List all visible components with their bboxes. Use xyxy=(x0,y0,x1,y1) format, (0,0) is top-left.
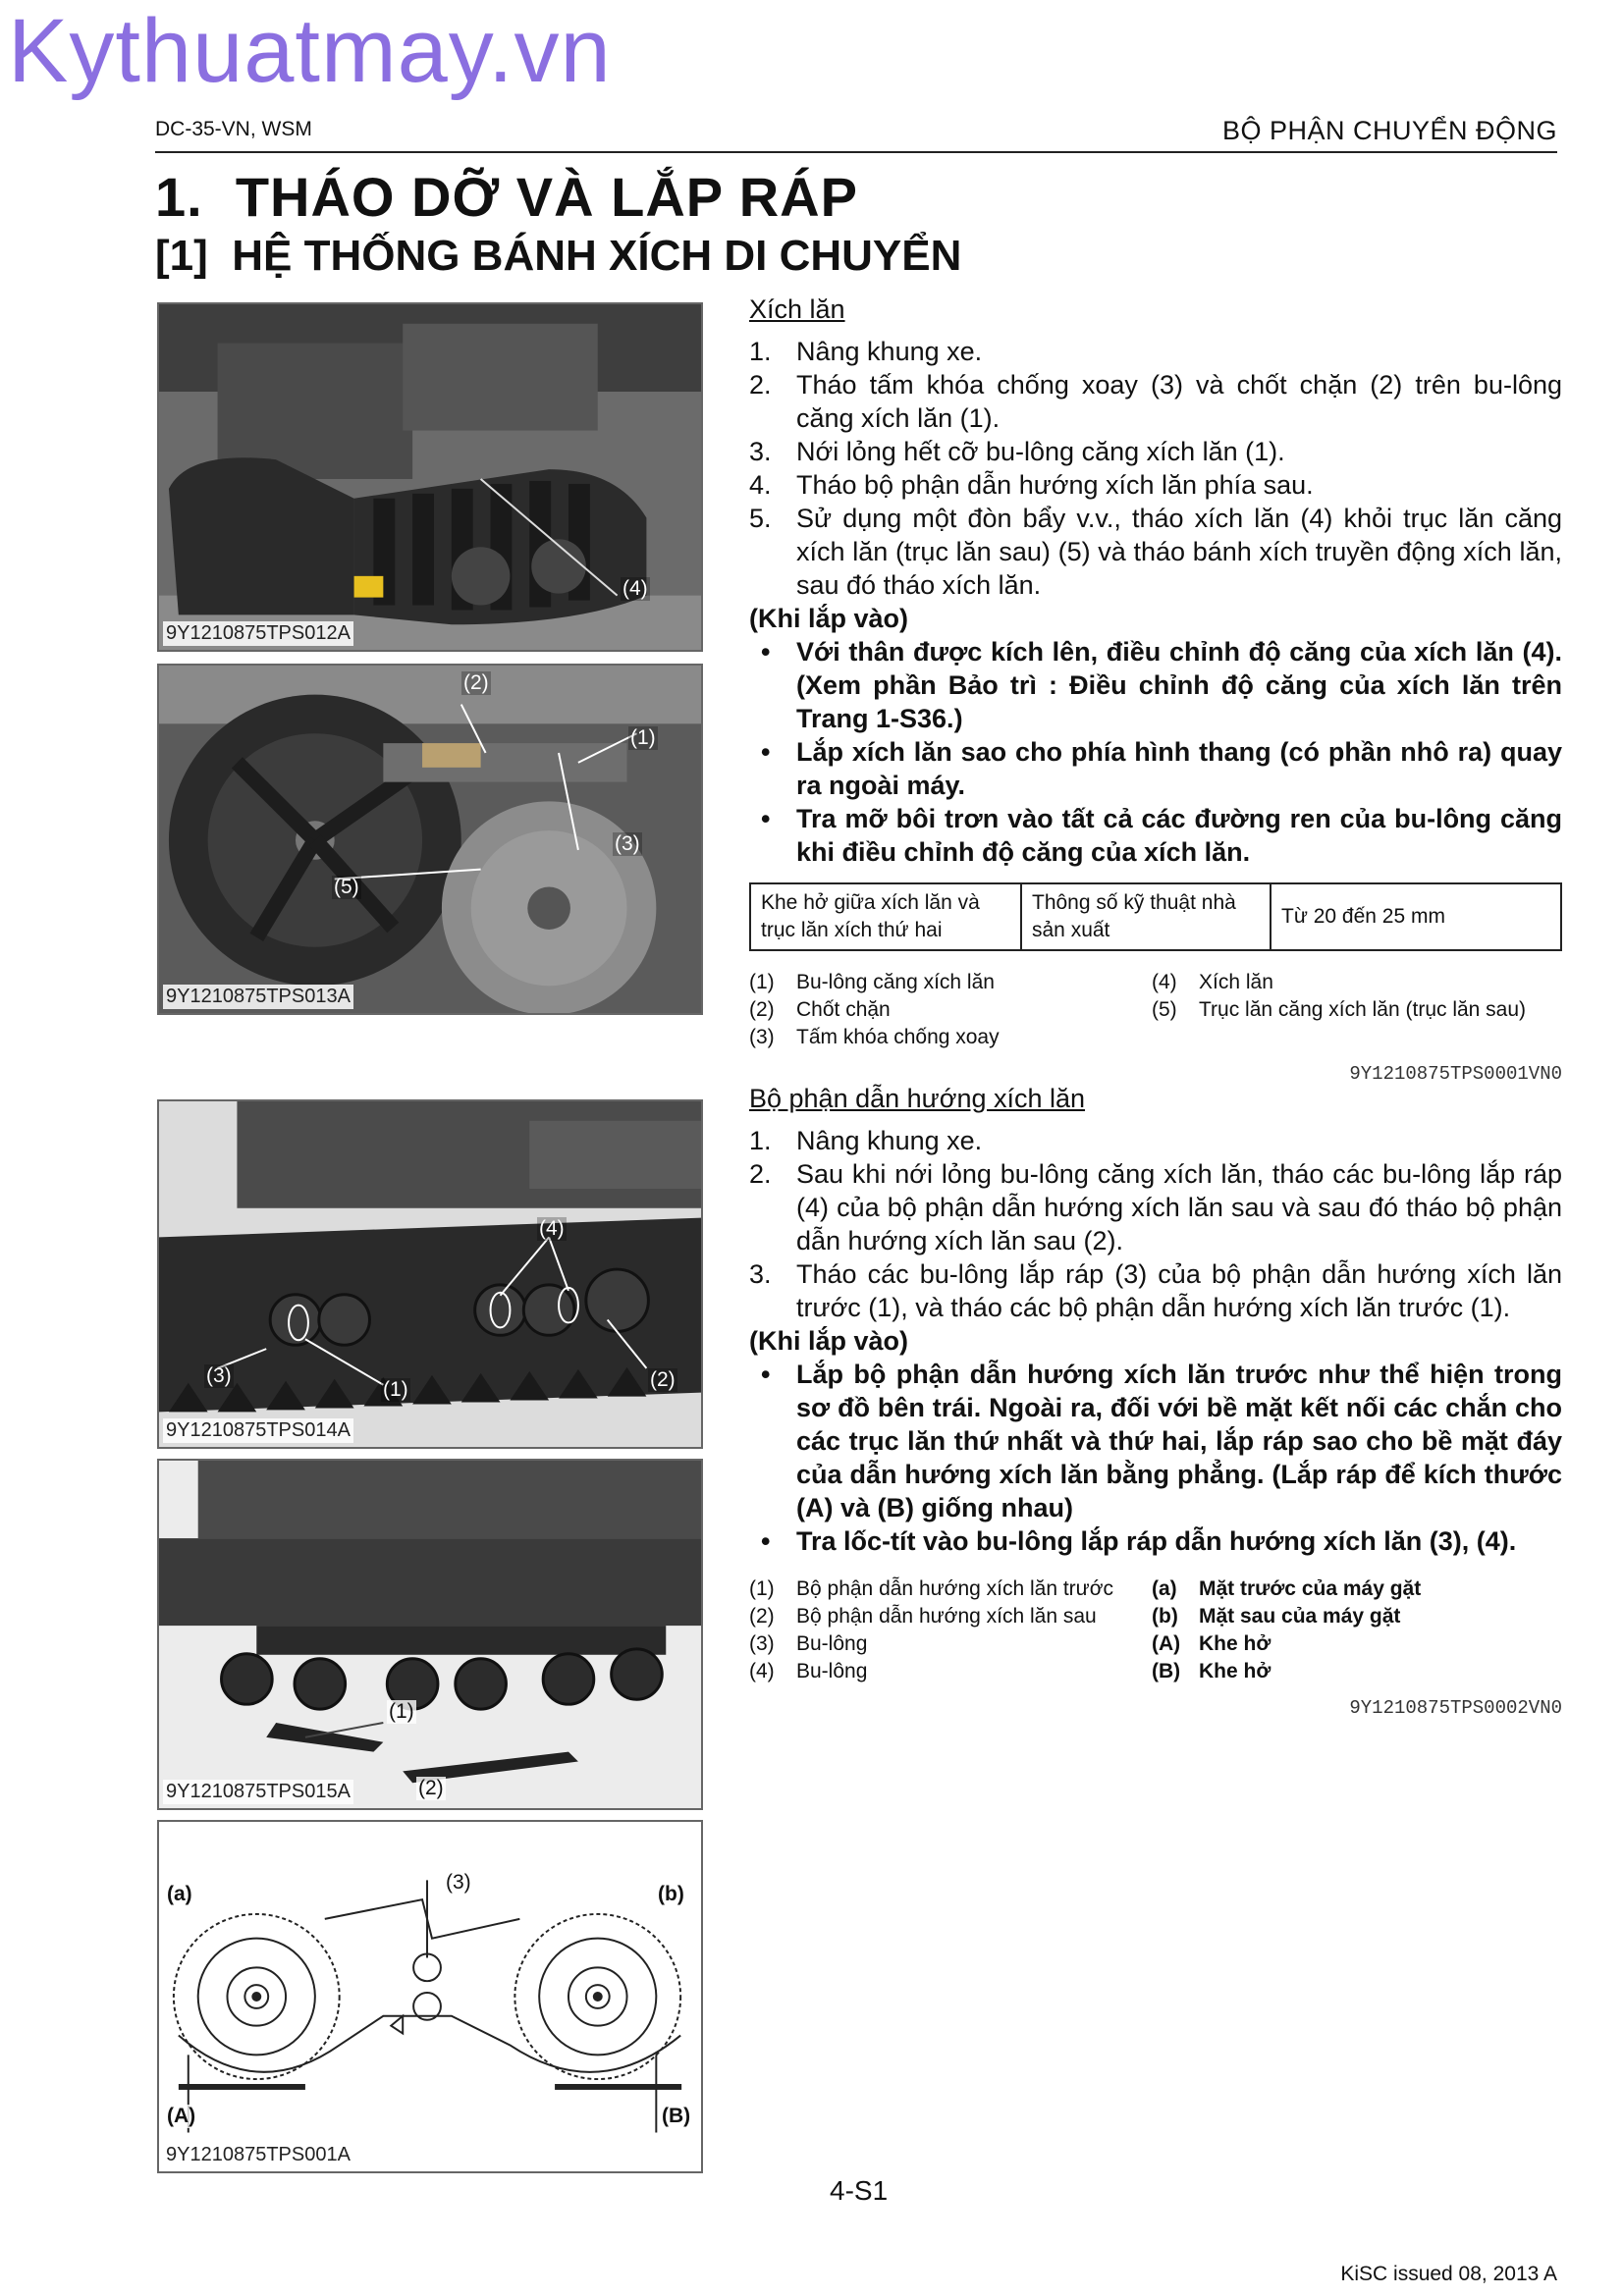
photo2-label-2: (2) xyxy=(463,671,489,694)
photo1-label-4: (4) xyxy=(622,577,648,600)
step-item: 1. Nâng khung xe. xyxy=(749,1126,983,1155)
photo-caption: 9Y1210875TPS013A xyxy=(163,985,353,1009)
issued-note: KiSC issued 08, 2013 A xyxy=(1340,2263,1557,2285)
photo2-label-1: (1) xyxy=(630,726,656,749)
photo-guides-removed xyxy=(157,1459,703,1810)
diagram-label-A: (A) xyxy=(167,2105,196,2127)
photo2-label-5: (5) xyxy=(334,876,359,898)
note-item: • Tra lốc-tít vào bu-lông lắp ráp dẫn hướng xích lăn (3), (4). xyxy=(761,1526,1517,1556)
install-heading: (Khi lắp vào) xyxy=(749,1326,909,1356)
doc-code: 9Y1210875TPS0001VN0 xyxy=(1349,1063,1562,1085)
photo4-label-1: (1) xyxy=(389,1700,414,1723)
section-title: Bộ phận dẫn hướng xích lăn xyxy=(749,1084,1086,1113)
diagram-label-B: (B) xyxy=(662,2105,691,2127)
step-item: 3. Tháo các bu-lông lắp ráp (3) của bộ phận dẫn hướng xích lăn trước (1), và tháo các bộ phận dẫn hướng xích lăn trước (1). xyxy=(749,1259,1562,1322)
photo3-label-1: (1) xyxy=(383,1378,408,1401)
photo3-label-3: (3) xyxy=(206,1364,232,1387)
note-item: • Với thân được kích lên, điều chỉnh độ căng của xích lăn (4). (Xem phần Bảo trì : Điều chỉnh độ căng của xích lăn trên Trang 1-S36.) xyxy=(761,637,1562,733)
photo-caption: 9Y1210875TPS012A xyxy=(163,621,353,646)
diagram-guide-alignment xyxy=(157,1820,703,2173)
header-rule xyxy=(155,151,1557,153)
diagram-label-3: (3) xyxy=(446,1871,471,1894)
photo-caption: 9Y1210875TPS001A xyxy=(163,2143,353,2167)
watermark: Kythuatmay.vn xyxy=(8,1,612,101)
photo-caption: 9Y1210875TPS014A xyxy=(163,1418,353,1443)
photo-track-guides xyxy=(157,1099,703,1449)
section-track-guide xyxy=(749,1084,1562,1719)
step-item: 5. Sử dụng một đòn bẩy v.v., tháo xích lăn (4) khỏi trục lăn căng xích lăn (trục lăn sau) (5) và tháo bánh xích truyền động xích lăn, sau đó tháo xích lăn. xyxy=(749,504,1562,600)
header-section-name: BỘ PHẬN CHUYỂN ĐỘNG xyxy=(1221,116,1557,145)
spec-item: Khe hở giữa xích lăn và trục lăn xích thứ hai xyxy=(750,883,1021,950)
step-item: 4. Tháo bộ phận dẫn hướng xích lăn phía sau. xyxy=(749,470,1314,500)
section-roller-chain xyxy=(749,294,1562,1085)
diagram-label-b: (b) xyxy=(658,1883,684,1905)
note-item: • Tra mỡ bôi trơn vào tất cả các đường ren của bu-lông căng khi điều chỉnh độ căng của xích lăn. xyxy=(761,804,1562,867)
diagram-label-a: (a) xyxy=(167,1883,192,1905)
section-title: Xích lăn xyxy=(749,294,845,324)
photo4-label-2: (2) xyxy=(418,1777,444,1799)
step-item: 1. Nâng khung xe. xyxy=(749,337,983,366)
photo-track-guides-drawing xyxy=(159,1101,701,1447)
legend: (1) Bộ phận dẫn hướng xích lăn trước (a) Mặt trước của máy gặt (2) Bộ phận dẫn hướng xích lăn sau (b) Mặt sau của máy gặt (3) Bu-lông (A) Khe hở (4) Bu-lông (B) Khe hở xyxy=(749,1577,1422,1682)
spec-table xyxy=(749,882,1562,951)
photo-guides-removed-drawing xyxy=(159,1461,701,1808)
steps-list xyxy=(749,335,1562,602)
photo-tension-roller xyxy=(157,664,703,1015)
diagram-guide-alignment-drawing xyxy=(159,1822,701,2171)
page-title: 1. THÁO DỠ VÀ LẮP RÁP xyxy=(155,166,858,228)
install-notes xyxy=(749,1358,1562,1558)
header-doc-code: DC-35-VN, WSM xyxy=(155,118,312,140)
photo2-label-3: (3) xyxy=(615,832,640,855)
photo-caption: 9Y1210875TPS015A xyxy=(163,1780,353,1804)
photo-crawler-side xyxy=(157,302,703,652)
page-subtitle: [1] HỆ THỐNG BÁNH XÍCH DI CHUYỂN xyxy=(155,232,962,280)
step-item: 2. Tháo tấm khóa chống xoay (3) và chốt chặn (2) trên bu-lông căng xích lăn (1). xyxy=(749,370,1562,433)
legend: (1) Bu-lông căng xích lăn (4) Xích lăn (2) Chốt chặn (5) Trục lăn căng xích lăn (trục lăn sau) (3) Tấm khóa chống xoay xyxy=(749,971,1527,1048)
note-item: • Lắp bộ phận dẫn hướng xích lăn trước như thể hiện trong sơ đồ bên trái. Ngoài ra, đối với bề mặt kết nối các chắn cho các trục lăn thứ nhất và thứ hai, lắp ráp sao cho bề mặt đáy của dẫn hướng xích lăn bằng phẳng. (Lắp ráp để kích thước (A) và (B) giống nhau) xyxy=(761,1360,1562,1522)
spec-value: Từ 20 đến 25 mm xyxy=(1271,883,1561,950)
photo3-label-4: (4) xyxy=(539,1217,565,1240)
doc-code: 9Y1210875TPS0002VN0 xyxy=(1349,1697,1562,1719)
install-notes xyxy=(749,635,1562,869)
spec-type: Thông số kỹ thuật nhà sản xuất xyxy=(1021,883,1271,950)
note-item: • Lắp xích lăn sao cho phía hình thang (có phần nhô ra) quay ra ngoài máy. xyxy=(761,737,1562,800)
step-item: 2. Sau khi nới lỏng bu-lông căng xích lăn, tháo các bu-lông lắp ráp (4) của bộ phận dẫn hướng xích lăn sau và sau đó tháo bộ phận dẫn hướng xích lăn sau (2). xyxy=(749,1159,1562,1255)
photo3-label-2: (2) xyxy=(650,1368,676,1391)
page-number: 4-S1 xyxy=(830,2175,889,2206)
install-heading: (Khi lắp vào) xyxy=(749,604,909,633)
steps-list xyxy=(749,1124,1562,1324)
step-item: 3. Nới lỏng hết cỡ bu-lông căng xích lăn (1). xyxy=(749,437,1285,466)
